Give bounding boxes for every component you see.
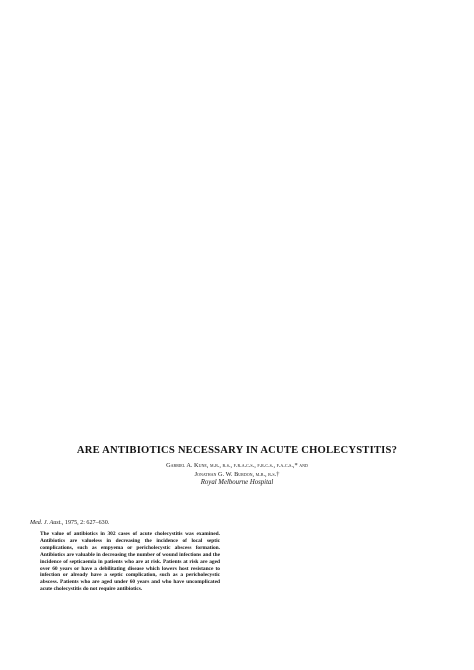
author-block (0, 462, 474, 488)
institution: Royal Melbourne Hospital (200, 479, 274, 487)
abstract: The value of antibiotics in 302 cases of acute cholecystitis was examined. Antibiotics are valueless in decreasing the incidence of local septic complications, such as empyema or pericholecystic abscess formation. Antibiotics are valuable in decreasing the number of wound infections and the incidence of septicaemia in patients who are at risk. Patients at risk are aged over 60 years or have a debilitating disease which lowers host resistance to infection or already have a septic complication, such as a pericholecystic abscess. Patients who are aged under 60 years and who have uncomplicated acute cholecystitis do not require antibiotics. (40, 531, 220, 593)
authors-line-2: Jonathan G. W. Burdon, m.b., b.s.† (194, 470, 280, 478)
article-title: ARE ANTIBIOTICS NECESSARY IN ACUTE CHOLECYSTITIS? (76, 445, 398, 456)
citation (30, 520, 109, 526)
citation-details: 1975, 2: 627–630. (63, 520, 110, 526)
authors-line-1: Gabriel A. Kune, m.b., b.s., f.r.a.c.s., f.r.c.s., f.a.c.s.,* and (166, 462, 308, 469)
citation-journal: Med. J. Aust., (30, 520, 64, 526)
